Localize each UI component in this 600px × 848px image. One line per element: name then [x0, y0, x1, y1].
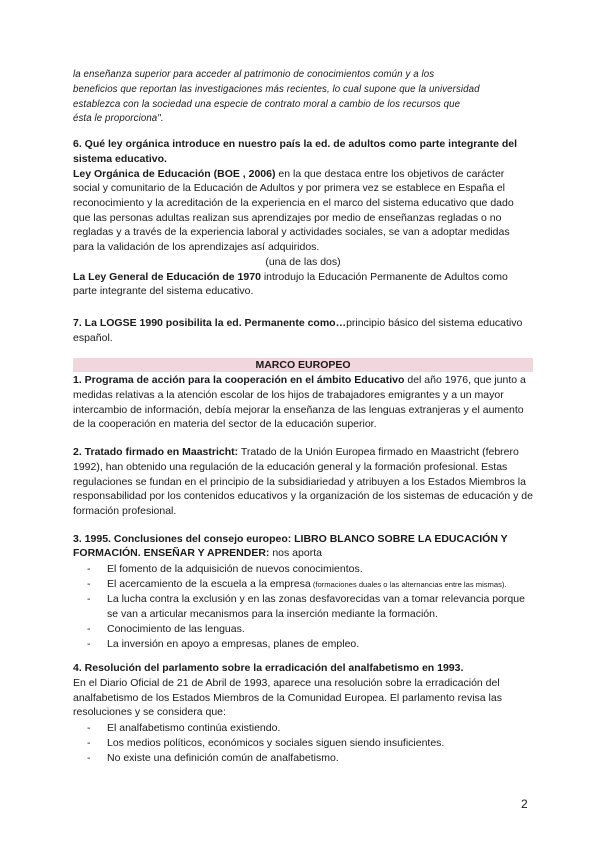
e2-label: 2. Tratado firmado en Maastricht:	[73, 446, 239, 459]
list-item	[73, 577, 533, 593]
e3-text: nos aporta	[269, 547, 322, 560]
q6-or-note: (una de las dos)	[265, 255, 341, 268]
q6-lge-label: La Ley General de Educación de 1970	[73, 270, 261, 283]
e3-label: 3. 1995. Conclusiones del consejo europeo: LIBRO BLANCO SOBRE LA EDUCACIÓN Y FORMACIÓN. ENSEÑAR Y APRENDER:	[73, 532, 508, 560]
list-item: - El analfabetismo continúa existiendo.	[73, 721, 533, 736]
section-e3	[73, 532, 533, 652]
q7-paragraph	[73, 316, 533, 345]
q6-loe-text: en la que destaca entre los objetivos de carácter social y comunitario de la Educación de Adultos y por primera vez se establece en España el reconocimiento y la acreditación de la experiencia en el marco del sistema educativo que dado que las personas adultas realizan sus aprendizajes por medio de enseñanzas regladas o no regladas y a través de la experiencia laboral y actividades sociales, se van a adoptar medidas para la validación de los aprendizajes así adquiridos.	[73, 167, 514, 254]
q6-loe-label: Ley Orgánica de Educación (BOE , 2006)	[73, 167, 276, 180]
list-item-text: El acercamiento de la escuela a la empresa	[107, 577, 311, 590]
e4-text: En el Diario Oficial de 21 de Abril de 1993, aparece una resolución sobre la erradicación del analfabetismo de los Estados Miembros de la Comunidad Europea. El parlamento revisa las resoluciones y se considera que:	[73, 676, 502, 719]
e1-text: del año 1976, que junto a medidas relativas a la atención escolar de los hijos de trabajadores emigrantes y a un mayor intercambio de información, debía mejorar la enseñanza de las lenguas extranjeras y el aumento de la cooperación en materia del sector de la educación superior.	[73, 374, 526, 431]
q6-lge-text: introdujo la Educación Permanente de Adultos como parte integrante del sistema educativo.	[73, 270, 508, 298]
e4-list	[73, 721, 533, 765]
section-e1	[73, 373, 533, 432]
list-item-note: (formaciones duales o las alternancias entre las mismas).	[310, 579, 507, 589]
list-item: - La inversión en apoyo a empresas, planes de empleo.	[73, 637, 533, 652]
section-e2	[73, 445, 533, 519]
section-q6	[73, 137, 533, 299]
quote-line: la enseñanza superior para acceder al patrimonio de conocimientos común y a los	[73, 69, 435, 80]
e3-list	[73, 562, 533, 651]
list-item: - La lucha contra la exclusión y en las zonas desfavorecidas van a tomar relevancia porque se van a articular mecanismos para la inserción mediante la formación.	[73, 592, 533, 621]
q7-text: principio básico del sistema educativo español.	[73, 316, 523, 344]
e2-paragraph	[73, 445, 533, 519]
page-content	[73, 68, 533, 765]
q6-loe-paragraph	[73, 167, 533, 255]
section-q7	[73, 316, 533, 345]
list-item: - Los medios políticos, económicos y sociales siguen siendo insuficientes.	[73, 736, 533, 751]
quote-line: ésta le proporciona".	[73, 113, 164, 125]
e4-label: 4. Resolución del parlamento sobre la erradicación del analfabetismo en 1993.	[73, 662, 464, 675]
e3-paragraph	[73, 532, 533, 561]
section-e4	[73, 661, 533, 765]
q6-lge-paragraph	[73, 270, 533, 299]
list-item: - Conocimiento de las lenguas.	[73, 622, 533, 637]
marco-europeo-heading: MARCO EUROPEO	[73, 358, 533, 372]
e1-paragraph	[73, 373, 533, 432]
e1-label: 1. Programa de acción para la cooperación en el ámbito Educativo	[73, 374, 405, 387]
q7-label: 7. La LOGSE 1990 posibilita la ed. Permanente como…	[73, 316, 347, 329]
page-number: 2	[521, 797, 528, 811]
list-item: - No existe una definición común de analfabetismo.	[73, 751, 533, 766]
q6-title: 6. Qué ley orgánica introduce en nuestro país la ed. de adultos como parte integrante del sistema educativo.	[73, 138, 518, 165]
quote-block	[73, 68, 533, 127]
quote-line: establezca con la sociedad una especie de contrato moral a cambio de los recursos que	[73, 98, 461, 110]
quote-line: beneficios que reportan las investigaciones más recientes, lo cual supone que la universidad	[73, 83, 480, 95]
e2-text: Tratado de la Unión Europea firmado en Maastricht (febrero 1992), han obtenido una regulación de la educación general y la formación profesional. Estas regulaciones se fundan en el principio de la subsidiariedad y atribuyen a los Estados Miembros la responsabilidad por los contenidos educativos y la organización de los sistemas de educación y de formación profesional.	[73, 446, 533, 517]
list-item: - El fomento de la adquisición de nuevos conocimientos.	[73, 562, 533, 577]
